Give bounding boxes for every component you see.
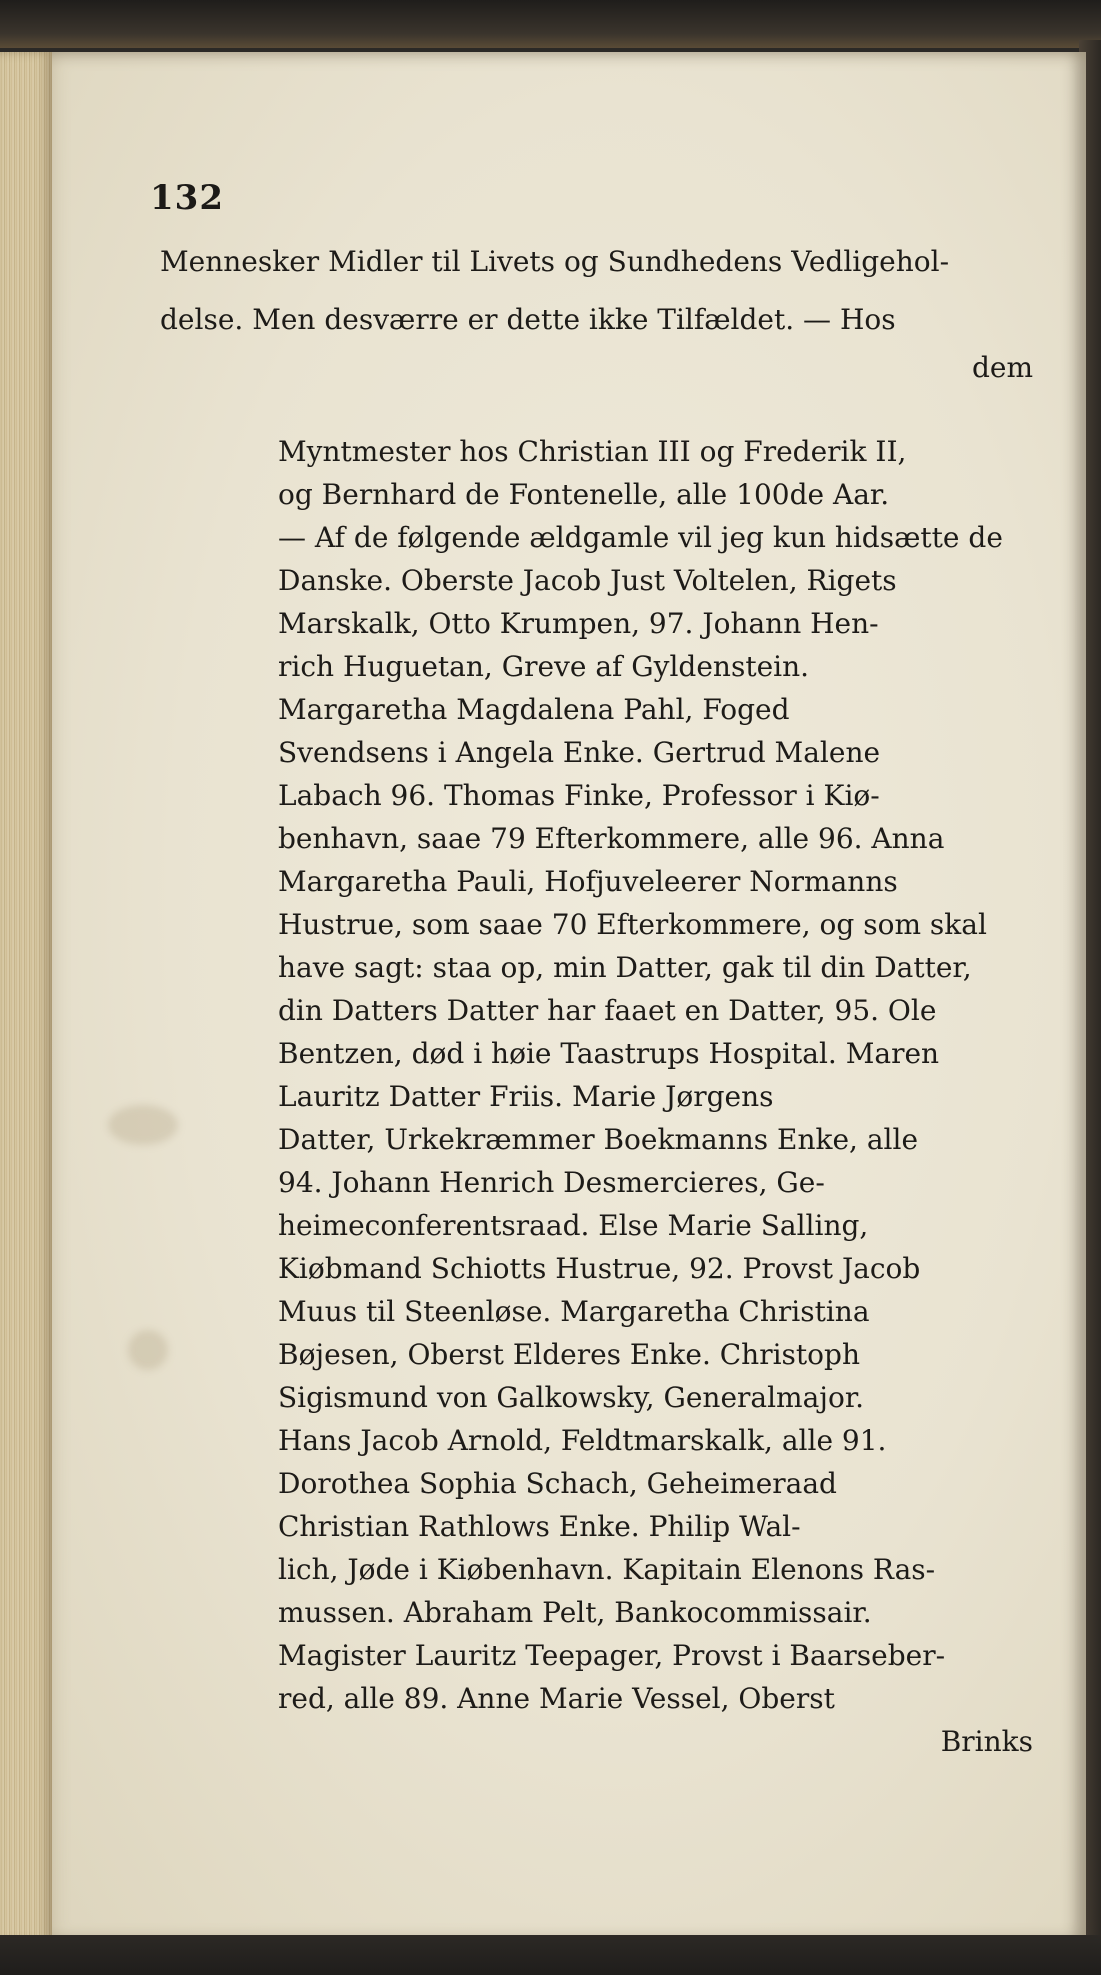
body-line: Svendsens i Angela Enke. Gertrud Malene: [278, 736, 881, 769]
body-line: heimeconferentsraad. Else Marie Salling,: [278, 1209, 869, 1242]
body-line: red, alle 89. Anne Marie Vessel, Oberst: [278, 1682, 835, 1715]
body-line: Marskalk, Otto Krumpen, 97. Johann Hen-: [278, 607, 879, 640]
body-line: Hustrue, som saae 70 Efterkommere, og som skal: [278, 908, 987, 941]
body-line: — Af de følgende ældgamle vil jeg kun hidsætte de: [278, 521, 1003, 554]
body-line: Lauritz Datter Friis. Marie Jørgens: [278, 1080, 774, 1113]
body-line: mussen. Abraham Pelt, Bankocommissair.: [278, 1596, 872, 1629]
body-line: Datter, Urkekræmmer Boekmanns Enke, alle: [278, 1123, 919, 1156]
body-line: benhavn, saae 79 Efterkommere, alle 96. Anna: [278, 822, 945, 855]
page-stack-edge: [0, 52, 52, 1942]
book-top-edge: [0, 0, 1101, 48]
intro-line: Mennesker Midler til Livets og Sundhedens Vedligehol-: [160, 245, 950, 278]
body-line: Danske. Oberste Jacob Just Voltelen, Rigets: [278, 564, 897, 597]
body-line: Bøjesen, Oberst Elderes Enke. Christoph: [278, 1338, 860, 1371]
body-line: 94. Johann Henrich Desmercieres, Ge-: [278, 1166, 825, 1199]
book-bottom-edge: [0, 1935, 1101, 1975]
body-line: Myntmester hos Christian III og Frederik II,: [278, 435, 907, 468]
body-line: Labach 96. Thomas Finke, Professor i Kiø-: [278, 779, 880, 812]
body-line: Muus til Steenløse. Margaretha Christina: [278, 1295, 870, 1328]
paper-stain: [108, 1105, 178, 1145]
body-line: din Datters Datter har faaet en Datter, 95. Ole: [278, 994, 937, 1027]
intro-line: delse. Men desværre er dette ikke Tilfældet. — Hos: [160, 303, 896, 336]
body-line: Magister Lauritz Teepager, Provst i Baarseber-: [278, 1639, 946, 1672]
body-line: Christian Rathlows Enke. Philip Wal-: [278, 1510, 801, 1543]
catchword-top: dem: [971, 351, 1033, 384]
body-line: Sigismund von Galkowsky, Generalmajor.: [278, 1381, 865, 1414]
page-number: 132: [150, 178, 224, 218]
body-line: have sagt: staa op, min Datter, gak til din Datter,: [278, 951, 972, 984]
body-line: Bentzen, død i høie Taastrups Hospital. Maren: [278, 1037, 940, 1070]
body-line: og Bernhard de Fontenelle, alle 100de Aar.: [278, 478, 890, 511]
catchword-bottom: Brinks: [940, 1725, 1033, 1758]
body-line: Kiøbmand Schiotts Hustrue, 92. Provst Jacob: [278, 1252, 921, 1285]
body-line: Margaretha Pauli, Hofjuveleerer Normanns: [278, 865, 898, 898]
body-line: rich Huguetan, Greve af Gyldenstein.: [278, 650, 810, 683]
body-line: Margaretha Magdalena Pahl, Foged: [278, 693, 790, 726]
paper-stain: [128, 1330, 168, 1370]
body-line: Dorothea Sophia Schach, Geheimeraad: [278, 1467, 837, 1500]
body-line: Hans Jacob Arnold, Feldtmarskalk, alle 91.: [278, 1424, 887, 1457]
body-line: lich, Jøde i Kiøbenhavn. Kapitain Elenons Ras-: [278, 1553, 936, 1586]
